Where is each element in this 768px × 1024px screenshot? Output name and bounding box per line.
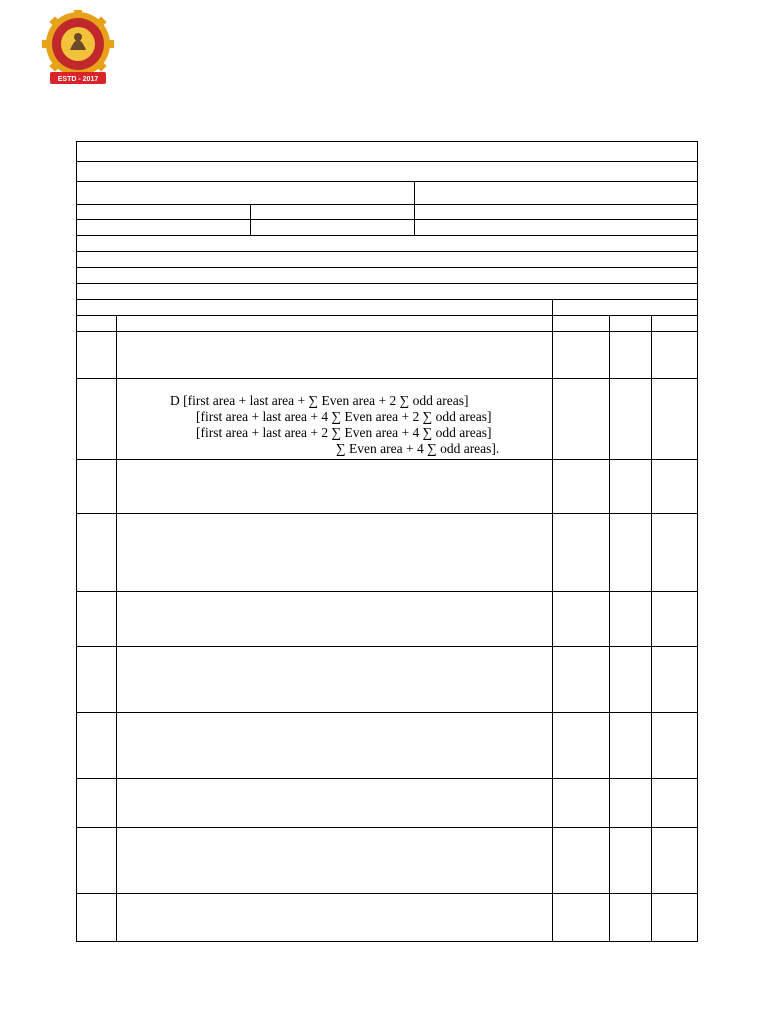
table-rule	[76, 941, 698, 942]
table-rule	[76, 181, 698, 182]
table-rule	[651, 315, 652, 942]
table-rule	[76, 459, 698, 460]
table-rule	[76, 251, 698, 252]
table-rule	[552, 299, 553, 942]
formula-line-1: D [first area + last area + ∑ Even area + 2 ∑ odd areas]	[170, 393, 469, 408]
table-rule	[76, 591, 698, 592]
table-rule	[76, 513, 698, 514]
table-rule	[250, 204, 251, 235]
formula-line-4: ∑ Even area + 4 ∑ odd areas].	[336, 441, 500, 456]
table-rule	[414, 181, 415, 235]
table-rule	[76, 141, 698, 142]
table-rule	[76, 827, 698, 828]
table-rule	[76, 141, 77, 942]
table-rule	[76, 646, 698, 647]
gear-emblem	[42, 10, 114, 78]
logo-banner-text: ESTD - 2017	[57, 76, 99, 83]
table-rule	[116, 315, 117, 942]
table-rule	[697, 141, 698, 942]
table-rule	[76, 204, 698, 205]
table-rule	[76, 283, 698, 284]
formula-line-3: [first area + last area + 2 ∑ Even area + 4 ∑ odd areas]	[196, 425, 492, 440]
table-rule	[76, 893, 698, 894]
table-rule	[76, 299, 698, 300]
formula-line-2: [first area + last area + 4 ∑ Even area + 2 ∑ odd areas]	[196, 409, 492, 424]
table-rule	[76, 315, 698, 316]
table-rule	[609, 315, 610, 942]
table-rule	[76, 161, 698, 162]
table-rule	[76, 712, 698, 713]
table-rule	[76, 235, 698, 236]
table-rule	[76, 331, 698, 332]
table-rule	[76, 378, 698, 379]
table-rule	[76, 219, 698, 220]
table-rule	[76, 267, 698, 268]
table-rule	[76, 778, 698, 779]
college-logo	[40, 10, 116, 88]
